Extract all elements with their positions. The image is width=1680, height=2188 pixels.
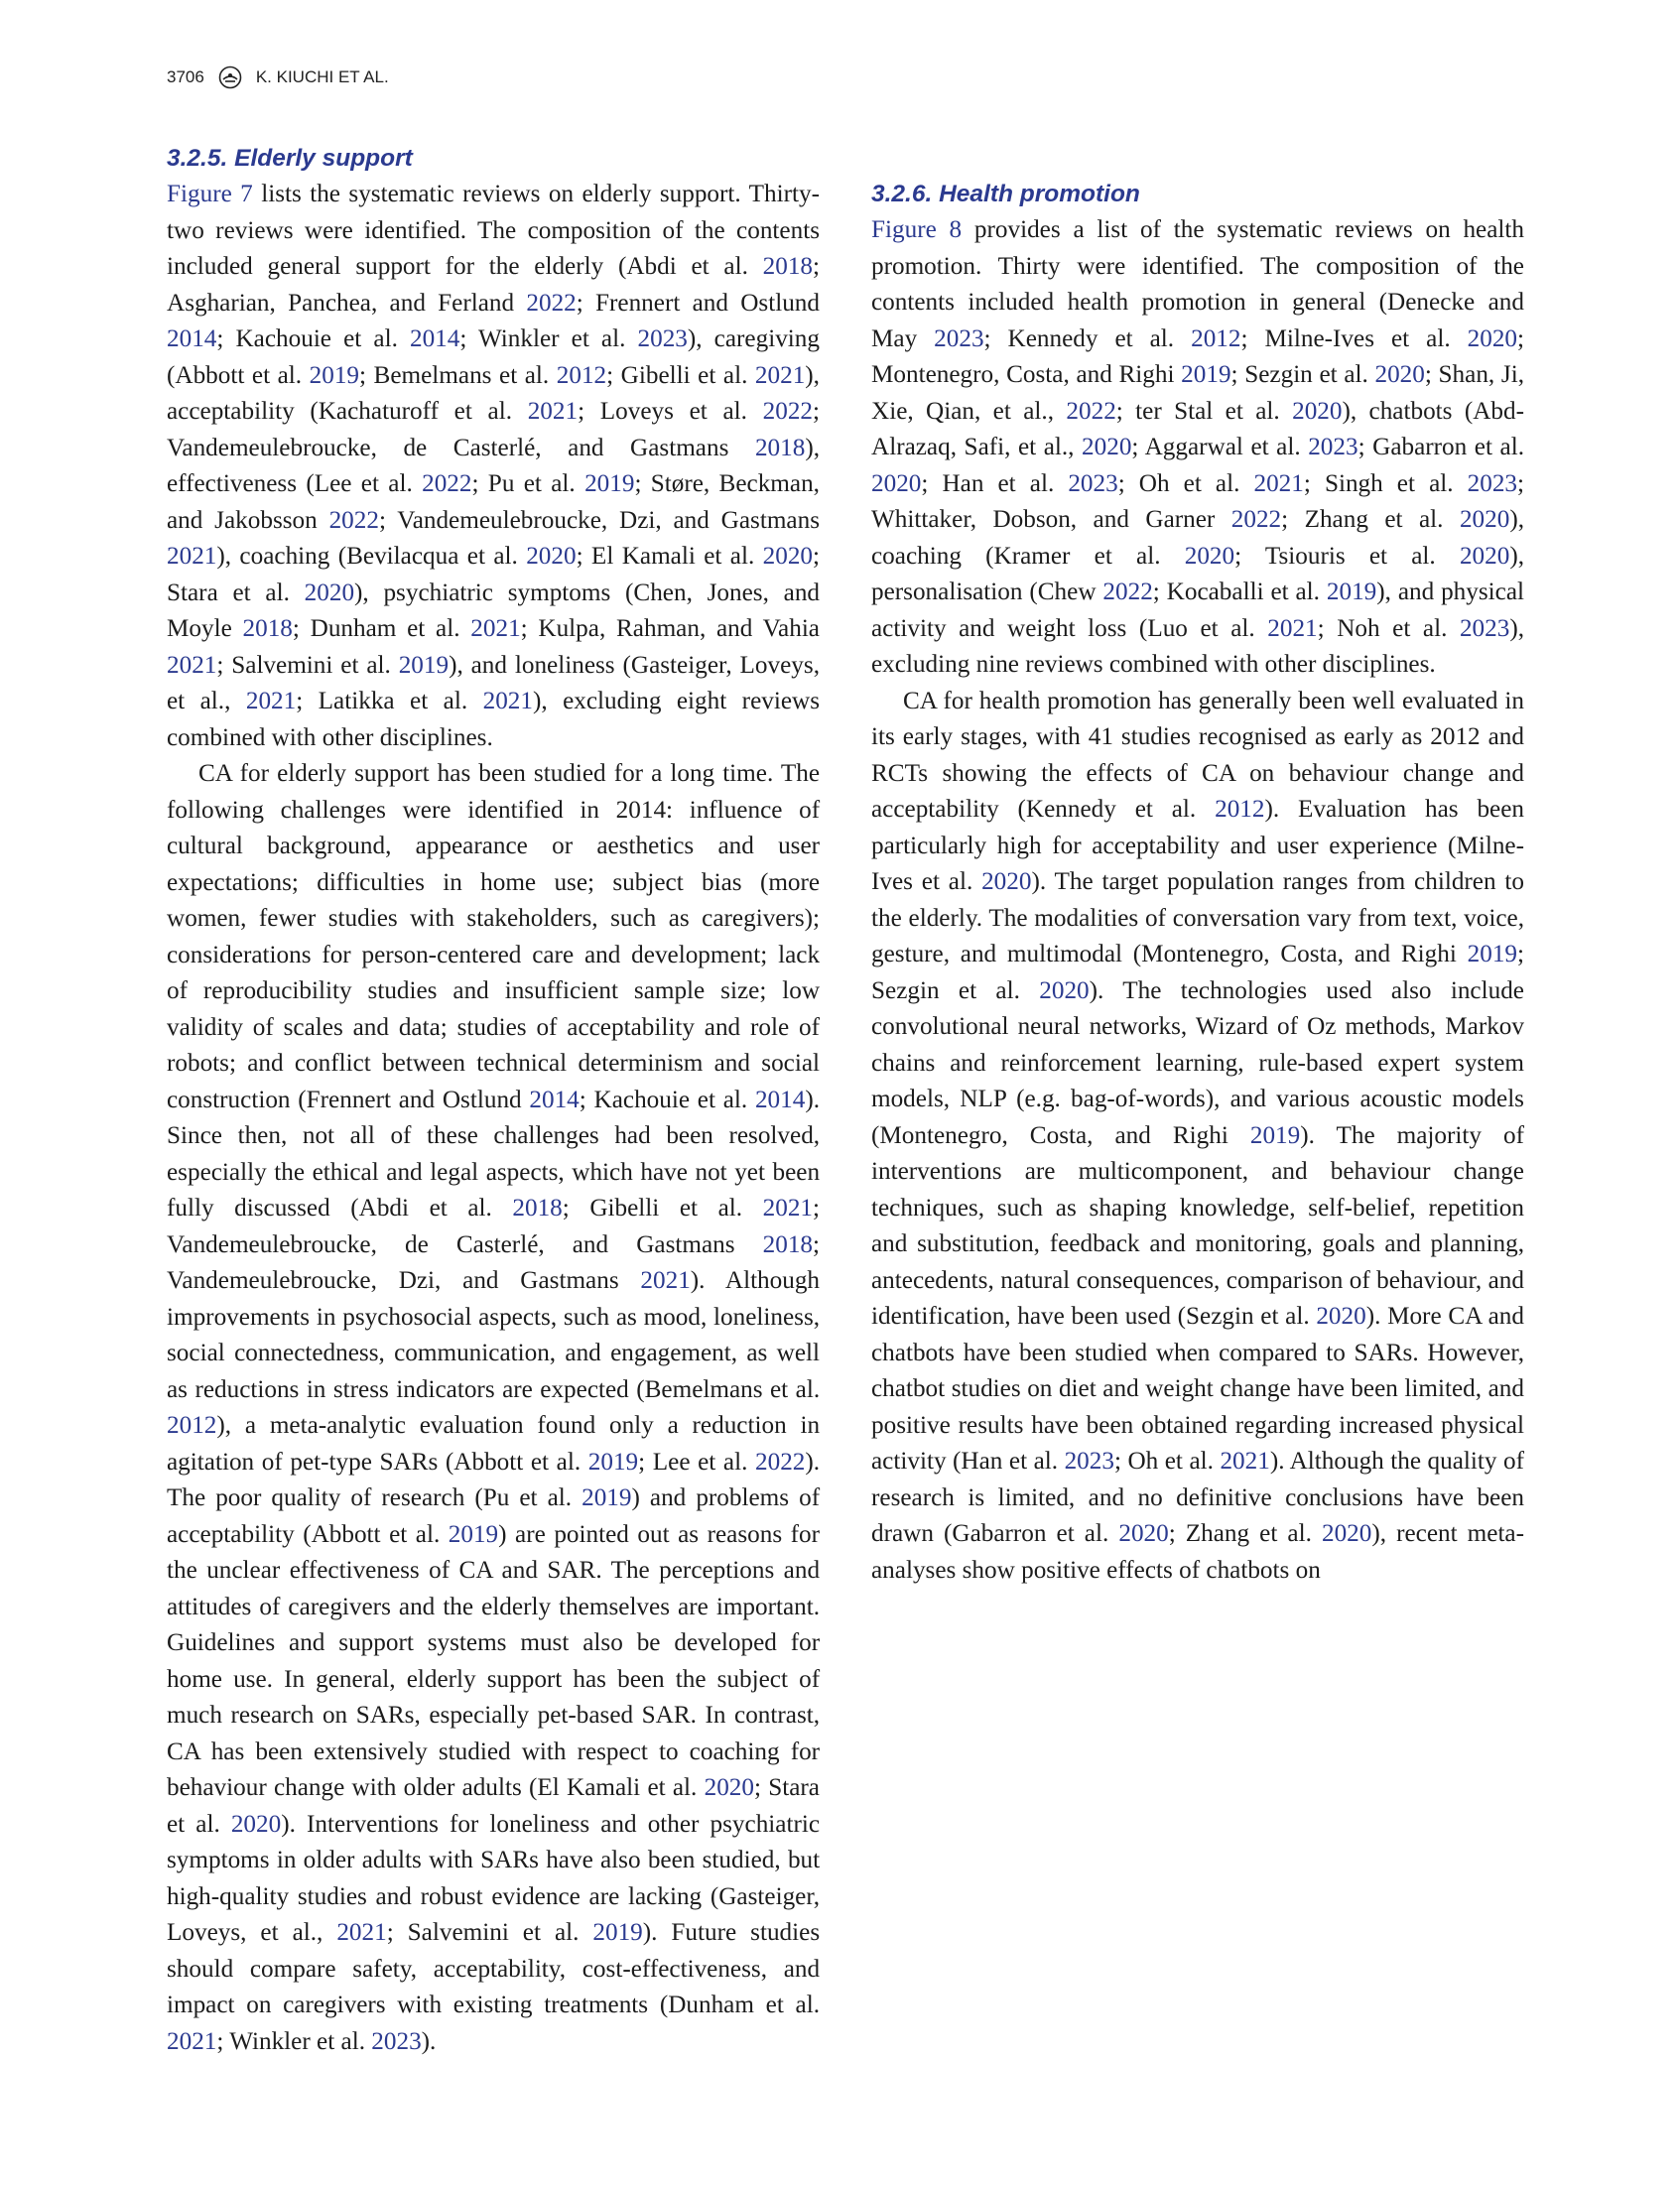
citation-link[interactable]: 2022 [1230, 506, 1282, 533]
publisher-logo-icon [218, 65, 242, 89]
citation-link[interactable]: 2023 [1064, 1448, 1114, 1475]
citation-link[interactable]: 2019 [1326, 579, 1377, 605]
citation-link[interactable]: 2018 [512, 1195, 563, 1222]
citation-link[interactable]: 2021 [1267, 614, 1318, 642]
citation-link[interactable]: 2021 [167, 651, 217, 679]
citation-link[interactable]: 2023 [1459, 614, 1510, 642]
citation-link[interactable]: 2019 [592, 1919, 643, 1946]
citation-link[interactable]: 2019 [584, 470, 635, 497]
citation-link[interactable]: 2021 [336, 1919, 387, 1946]
citation-link[interactable]: 2020 [871, 469, 922, 497]
citation-link[interactable]: 2020 [1321, 1520, 1372, 1547]
citation-link[interactable]: 2022 [1102, 579, 1153, 605]
citation-link[interactable]: 2020 [1467, 324, 1518, 352]
citation-link[interactable]: 2021 [640, 1267, 691, 1294]
citation-link[interactable]: 2020 [1082, 434, 1132, 460]
citation-link[interactable]: 2019 [587, 1448, 639, 1476]
citation-link[interactable]: 2022 [1066, 397, 1116, 425]
citation-link[interactable]: 2018 [762, 1230, 813, 1258]
running-head-authors: K. KIUCHI ET AL. [255, 67, 389, 86]
paragraph: Figure 7 lists the systematic reviews on elderly support. Thirty-two reviews were identified. The composition of the contents included general support for the elderly (Abdi et al. 2018; Asgharian, Panchea, and Ferland 2022; Frennert and Ostlund 2014; Kachouie et al. 2014; Winkler et al. 2023), caregiving (Abbott et al. 2019; Bemelmans et al. 2012; Gibelli et al. 2021), acceptability (Kachaturoff et al. 2021; Loveys et al. 2022; Vandemeulebroucke, de Casterlé, and Gastmans 2018), effectiveness (Lee et al. 2022; Pu et al. 2019; Støre, Beckman, and Jakobsson 2022; Vandemeulebroucke, Dzi, and Gastmans 2021), coaching (Bevilacqua et al. 2020; El Kamali et al. 2020; Stara et al. 2020), psychiatric symptoms (Chen, Jones, and Moyle 2018; Dunham et al. 2021; Kulpa, Rahman, and Vahia 2021; Salvemini et al. 2019), and loneliness (Gasteiger, Loveys, et al., 2021; Latikka et al. 2021), excluding eight reviews combined with other disciplines. [167, 181, 821, 751]
citation-link[interactable]: 2021 [1253, 469, 1304, 497]
citation-link[interactable]: 2021 [754, 361, 806, 389]
citation-link[interactable]: 2019 [1467, 941, 1517, 967]
paragraph: Figure 8 provides a list of the systematic reviews on health promotion. Thirty were identified. The composition of the contents included health promotion in general (Denecke and May 2023; Kennedy et al. 2012; Milne-Ives et al. 2020; Montenegro, Costa, and Righi 2019; Sezgin et al. 2020; Shan, Ji, Xie, Qian, et al., 2022; ter Stal et al. 2020), chatbots (Abd-Alrazaq, Safi, et al., 2020; Aggarwal et al. 2023; Gabarron et al. 2020; Han et al. 2023; Oh et al. 2021; Singh et al. 2023; Whittaker, Dobson, and Garner 2022; Zhang et al. 2020), coaching (Kramer et al. 2020; Tsiouris et al. 2020), personalisation (Chew 2022; Kocaballi et al. 2019), and physical activity and weight loss (Luo et al. 2021; Noh et al. 2023), excluding nine reviews combined with other disciplines. [871, 216, 1525, 678]
citation-link[interactable]: 2023 [1467, 469, 1518, 497]
citation-link[interactable]: 2012 [1191, 324, 1241, 352]
citation-link[interactable]: 2020 [304, 579, 355, 606]
citation-link[interactable]: 2023 [371, 2027, 422, 2055]
citation-link[interactable]: 2021 [762, 1195, 814, 1222]
citation-link[interactable]: 2020 [1316, 1303, 1366, 1330]
citation-link[interactable]: 2014 [529, 1086, 580, 1113]
citation-link[interactable]: 2018 [754, 434, 806, 461]
citation-link[interactable]: 2019 [309, 361, 360, 389]
citation-link[interactable]: 2020 [1184, 542, 1235, 570]
citation-link[interactable]: 2019 [582, 1484, 632, 1511]
citation-link[interactable]: 2020 [1039, 976, 1090, 1004]
citation-link[interactable]: 2019 [1249, 1121, 1301, 1149]
citation-link[interactable]: 2020 [230, 1810, 282, 1838]
citation-link[interactable]: 2023 [637, 325, 688, 352]
citation-link[interactable]: 2021 [527, 398, 579, 425]
section-heading-elderly-support: 3.2.5. Elderly support [167, 145, 413, 172]
citation-link[interactable]: 2023 [1308, 434, 1358, 460]
citation-link[interactable]: 2023 [934, 324, 984, 352]
page-number: 3706 [167, 67, 204, 86]
paragraph: CA for health promotion has generally been well evaluated in its early stages, with 41 studies recognised as early as 2012 and RCTs showing the effects of CA on behaviour change and acceptability (Kennedy et al. 2012). Evaluation has been particularly high for acceptability and user experience (Milne-Ives et al. 2020). The target population ranges from children to the elderly. The modalities of conversation vary from text, voice, gesture, and multimodal (Montenegro, Costa, and Righi 2019; Sezgin et al. 2020). The technologies used also include convolutional neural networks, Wizard of Oz methods, Markov chains and reinforcement learning, rule-based expert system models, NLP (e.g. bag-of-words), and various acoustic models (Montenegro, Costa, and Righi 2019). The majority of interventions are multicomponent, and behaviour change techniques, such as shaping knowledge, self-belief, repetition and substitution, feedback and monitoring, goals and planning, antecedents, natural consequences, comparison of behaviour, and identification, have been used (Sezgin et al. 2020). More CA and chatbots have been studied when compared to SARs. However, chatbot studies on diet and weight change have been limited, and positive results have been obtained regarding increased physical activity (Han et al. 2023; Oh et al. 2021). Although the quality of research is limited, and no definitive conclusions have been drawn (Gabarron et al. 2020; Zhang et al. 2020), recent meta-analyses show positive effects of chatbots on [871, 687, 1525, 1584]
citation-link[interactable]: 2020 [1459, 542, 1510, 570]
citation-link[interactable]: 2020 [762, 543, 813, 570]
citation-link[interactable]: 2020 [1118, 1520, 1169, 1547]
citation-link[interactable]: 2012 [167, 1412, 217, 1439]
citation-link[interactable]: 2012 [1215, 796, 1265, 823]
citation-link[interactable]: 2022 [755, 1448, 806, 1476]
citation-link[interactable]: 2020 [526, 543, 577, 570]
citation-link[interactable]: 2021 [245, 688, 297, 714]
citation-link[interactable]: 2014 [167, 325, 217, 352]
citation-link[interactable]: 2021 [167, 543, 217, 570]
citation-link[interactable]: 2018 [762, 253, 813, 280]
citation-link[interactable]: 2021 [470, 615, 521, 642]
citation-link[interactable]: 2020 [981, 868, 1032, 895]
citation-link[interactable]: 2021 [482, 688, 533, 714]
citation-link[interactable]: 2020 [1459, 506, 1510, 533]
citation-link[interactable]: 2020 [1292, 397, 1343, 425]
citation-link[interactable]: 2022 [526, 289, 577, 317]
citation-link[interactable]: 2014 [754, 1086, 806, 1113]
citation-link[interactable]: 2012 [556, 361, 607, 389]
citation-link[interactable]: 2014 [409, 325, 460, 352]
running-header [167, 65, 389, 89]
citation-link[interactable]: 2022 [762, 398, 813, 425]
citation-link[interactable]: 2022 [328, 506, 379, 534]
citation-link[interactable]: 2021 [167, 2027, 217, 2055]
paragraph: CA for elderly support has been studied for a long time. The following challenges were identified in 2014: influence of cultural background, appearance or aesthetics and user expectations; difficulties in home use; subject bias (more women, fewer studies with stakeholders, such as caregivers); considerations for person-centered care and development; lack of reproducibility studies and insufficient sample size; low validity of scales and data; studies of acceptability and role of robots; and conflict between technical determinism and social construction (Frennert and Ostlund 2014; Kachouie et al. 2014). Since then, not all of these challenges had been resolved, especially the ethical and legal aspects, which have not yet been fully discussed (Abdi et al. 2018; Gibelli et al. 2021; Vandemeulebroucke, de Casterlé, and Gastmans 2018; Vandemeulebroucke, Dzi, and Gastmans 2021). Although improvements in psychosocial aspects, such as mood, loneliness, social connectedness, communication, and engagement, as well as reductions in stress indicators are expected (Bemelmans et al. 2012), a meta-analytic evaluation found only a reduction in agitation of pet-type SARs (Abbott et al. 2019; Lee et al. 2022). The poor quality of research (Pu et al. 2019) and problems of acceptability (Abbott et al. 2019) are pointed out as reasons for the unclear effectiveness of CA and SAR. The perceptions and attitudes of caregivers and the elderly themselves are important. Guidelines and support systems must also be developed for home use. In general, elderly support has been the subject of much research on SARs, especially pet-based SAR. In contrast, CA has been extensively studied with respect to coaching for behaviour change with older adults (El Kamali et al. 2020; Stara et al. 2020). Interventions for loneliness and other psychiatric symptoms in older adults with SARs have also been studied, but high-quality studies and robust evidence are lacking (Gasteiger, Loveys, et al., 2021; Salvemini et al. 2019). Future studies should compare safety, acceptability, cost-effectiveness, and impact on caregivers with existing treatments (Dunham et al. 2021; Winkler et al. 2023). [167, 760, 821, 2055]
citation-link[interactable]: 2018 [242, 615, 293, 642]
right-column [871, 141, 1524, 1589]
citation-link[interactable]: 2022 [422, 470, 472, 497]
citation-link[interactable]: 2019 [398, 651, 450, 679]
citation-link[interactable]: 2020 [1374, 361, 1425, 388]
citation-link[interactable]: 2019 [1181, 361, 1231, 388]
citation-link[interactable]: 2023 [1068, 469, 1118, 497]
citation-link[interactable]: 2019 [448, 1520, 499, 1548]
left-column [167, 141, 820, 2060]
citation-link[interactable]: Figure 8 [871, 216, 963, 243]
citation-link[interactable]: 2020 [704, 1774, 754, 1801]
citation-link[interactable]: 2021 [1220, 1448, 1270, 1475]
citation-link[interactable]: Figure 7 [167, 181, 253, 207]
section-heading-health-promotion: 3.2.6. Health promotion [871, 181, 1140, 207]
